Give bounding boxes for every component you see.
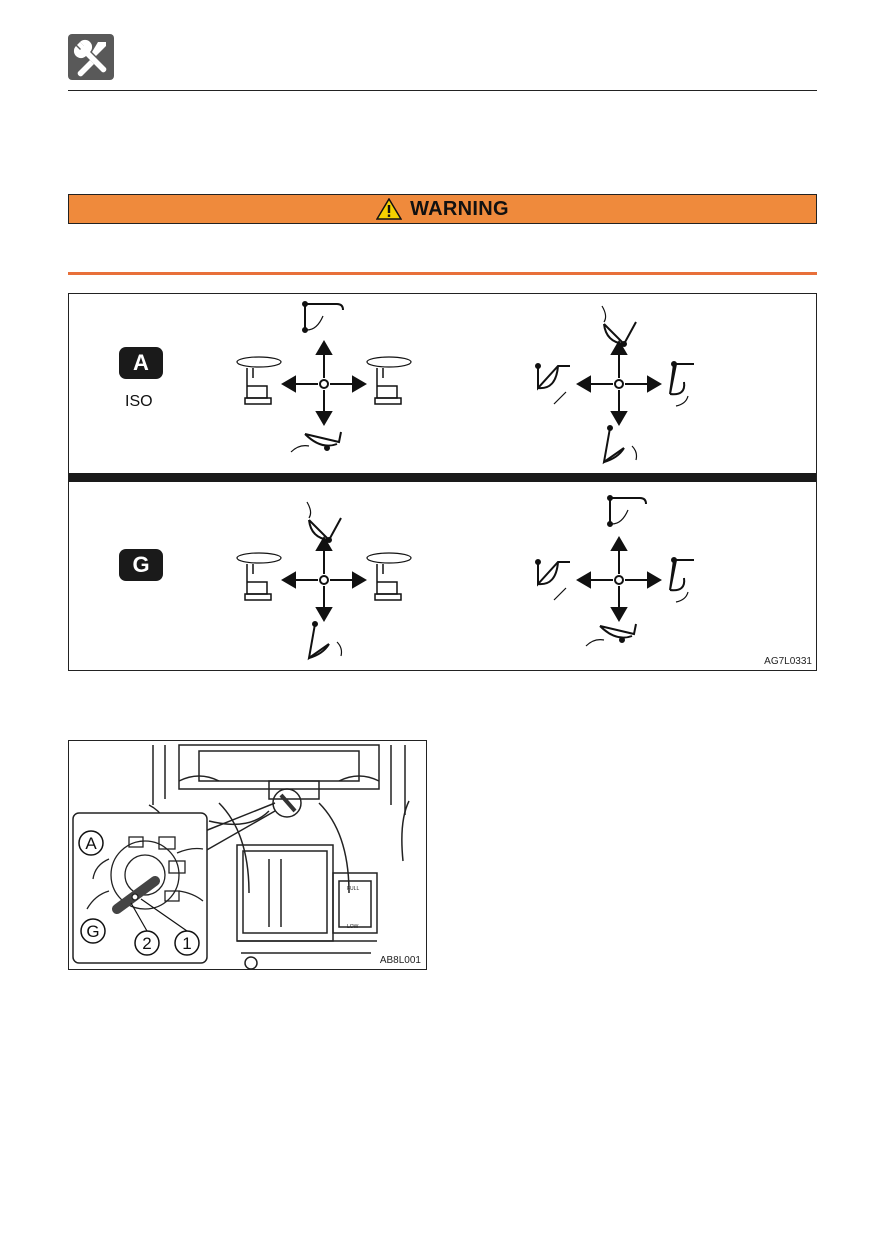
control-pattern-figure — [68, 293, 817, 671]
row-g-right-joystick-diagram — [524, 492, 724, 664]
pattern-badge-g: G — [119, 549, 163, 581]
pattern-badge-a: A — [119, 347, 163, 379]
pattern-divider — [69, 473, 816, 482]
warning-label: WARNING — [410, 197, 509, 220]
header-rule — [68, 90, 817, 91]
callout-1: 1 — [182, 934, 192, 953]
row-a-left-joystick-diagram — [229, 296, 429, 468]
tools-icon — [68, 34, 114, 80]
figure-code: AG7L0331 — [764, 656, 812, 667]
machine-drawing — [69, 741, 426, 969]
iso-label: ISO — [125, 393, 153, 410]
warning-banner — [68, 194, 817, 224]
full-label: FULL — [347, 886, 360, 892]
section-rule — [68, 272, 817, 275]
pattern-valve-figure — [68, 740, 427, 970]
row-g-left-joystick-diagram — [229, 492, 429, 664]
row-a-right-joystick-diagram — [524, 296, 724, 468]
callout-2: 2 — [142, 934, 152, 953]
callout-g: G — [86, 922, 100, 941]
valve-figure-code: AB8L001 — [379, 955, 421, 966]
warning-triangle-icon — [376, 198, 402, 220]
callout-a: A — [85, 834, 97, 853]
low-label: LOW — [347, 924, 359, 930]
